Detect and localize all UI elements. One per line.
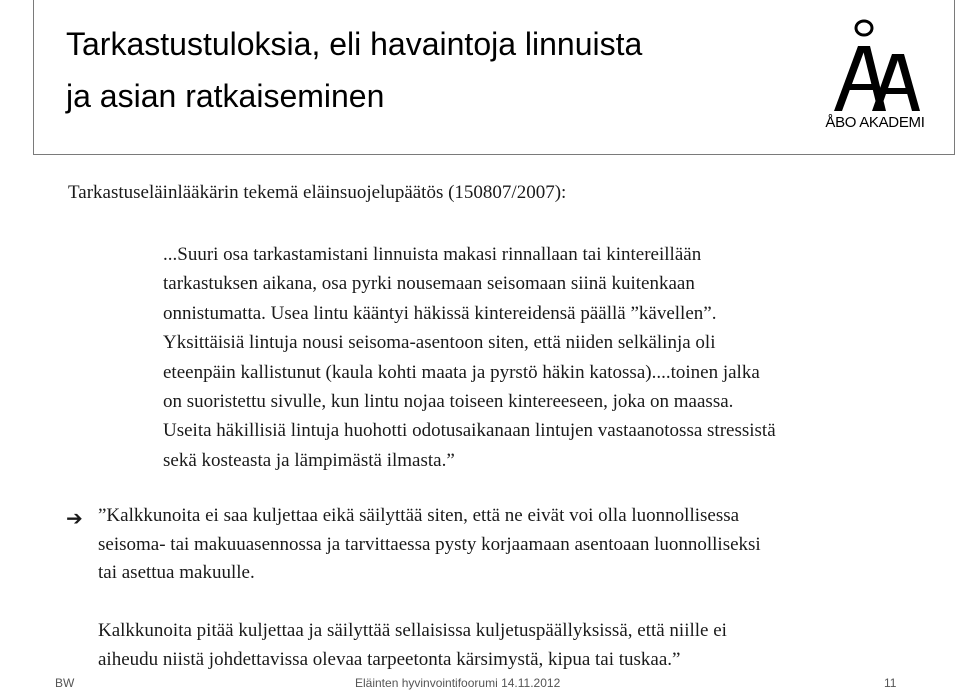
slide-title-line-1: Tarkastustuloksia, eli havaintoja linnuista: [66, 26, 643, 62]
abo-akademi-logo-icon: [820, 16, 930, 116]
quote-line: ...Suuri osa tarkastamistani linnuista makasi rinnallaan tai kintereillään: [163, 244, 702, 265]
quote-line: Yksittäisiä lintuja nousi seisoma-asentoon siten, että niiden selkälinja oli: [163, 332, 716, 354]
abo-akademi-logo: [820, 16, 930, 136]
slide-title-line-2: ja asian ratkaiseminen: [66, 78, 385, 114]
title-box: [33, 0, 955, 155]
final-line: aiheudu niistä johdettavissa olevaa tarpeetonta kärsimystä, kipua tai tuskaa.”: [98, 649, 681, 670]
conclusion-text: [98, 502, 761, 588]
final-line: Kalkkunoita pitää kuljettaa ja säilyttää sellaisissa kuljetuspäällyksissä, että niille ei: [98, 620, 727, 641]
footer-event: Eläinten hyvinvointifoorumi 14.11.2012: [355, 676, 561, 690]
right-arrow-icon: ➔: [66, 506, 83, 530]
inspection-quote: [163, 240, 953, 475]
conclusion-line: tai asettua makuulle.: [98, 562, 255, 583]
quote-line: sekä kosteasta ja lämpimästä ilmasta.”: [163, 449, 455, 471]
decision-reference: Tarkastuseläinlääkärin tekemä eläinsuojelupäätös (150807/2007):: [68, 182, 567, 203]
conclusion-line: seisoma- tai makuuasennossa ja tarvittaessa pysty korjaamaan asentoaan luonnolliseksi: [98, 533, 761, 555]
quote-line: on suoristettu sivulle, kun lintu nojaa toiseen kintereeseen, joka on maassa.: [163, 390, 734, 412]
footer-page-number: 11: [884, 676, 897, 690]
logo-text: ÅBO AKADEMI: [825, 114, 925, 131]
conclusion-line: ”Kalkkunoita ei saa kuljettaa eikä säilyttää siten, että ne eivät voi olla luonnollisessa: [98, 505, 740, 526]
footer-author: BW: [55, 676, 75, 690]
quote-line: eteenpäin kallistunut (kaula kohti maata ja pyrstö häkin katossa)....toinen jalka: [163, 361, 760, 383]
quote-line: tarkastuksen aikana, osa pyrki nousemaan seisomaan siinä kuitenkaan: [163, 273, 695, 295]
quote-line: Useita häkillisiä lintuja huohotti odotusaikanaan lintujen vastaanotossa stressistä: [163, 420, 776, 442]
quote-line: onnistumatta. Usea lintu kääntyi häkissä kintereidensä päällä ”kävellen”.: [163, 302, 717, 324]
final-paragraph: [98, 616, 727, 674]
